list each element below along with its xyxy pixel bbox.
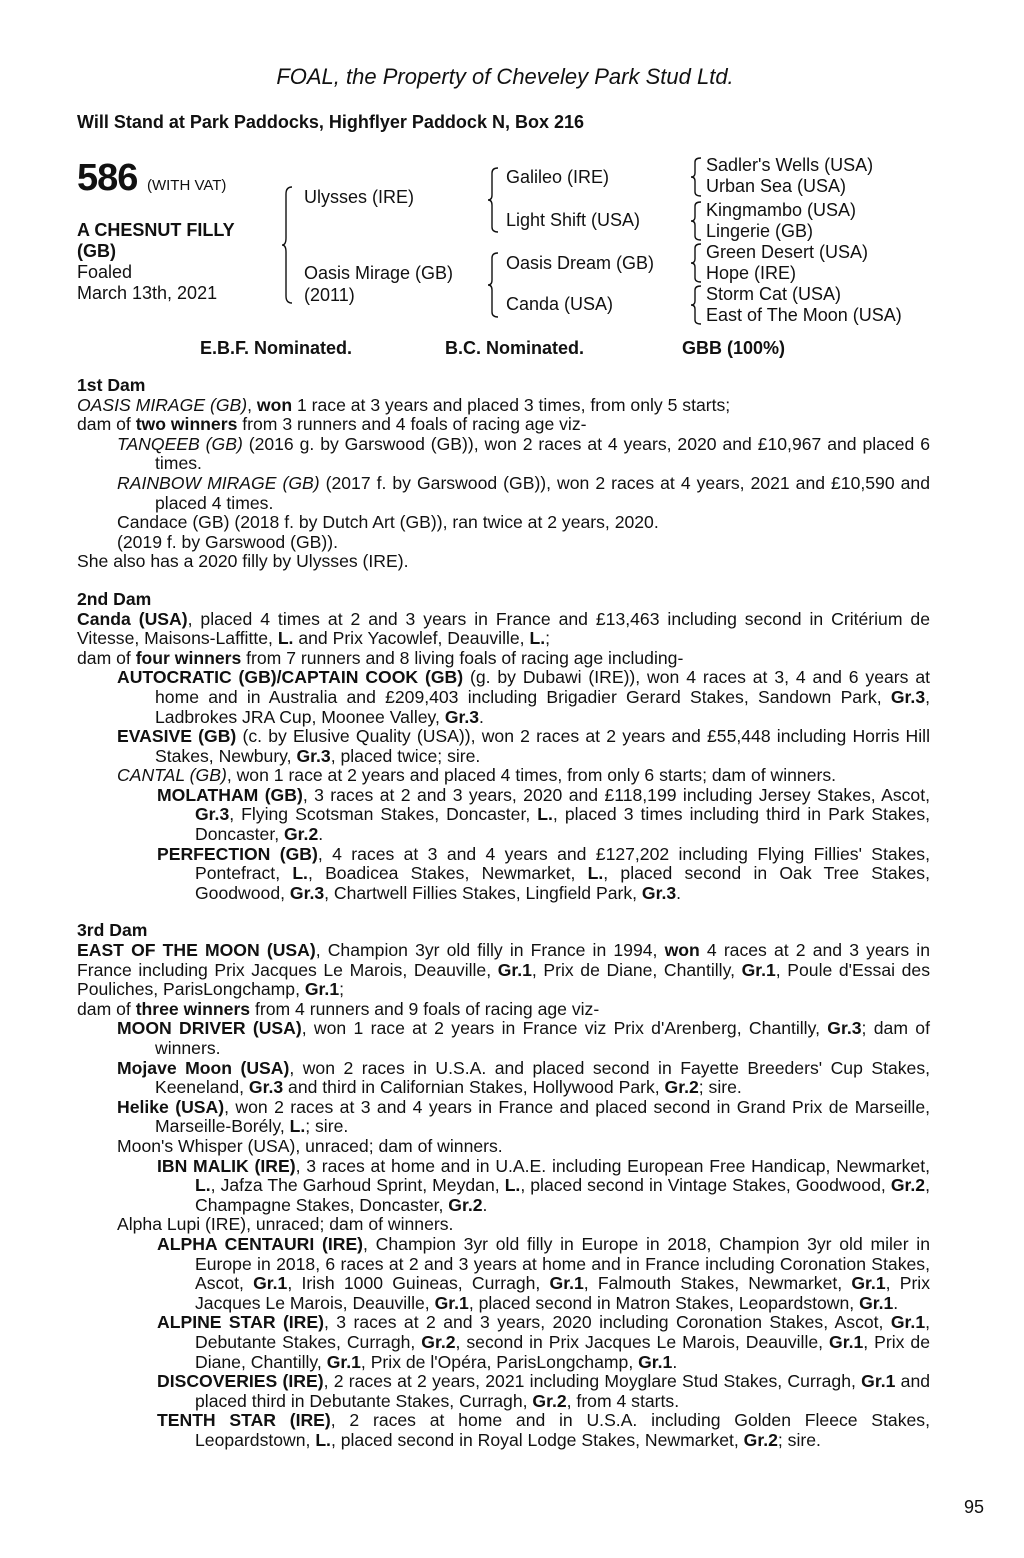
text-run: L. xyxy=(504,1175,521,1196)
vat-note: (WITH VAT) xyxy=(146,177,227,194)
text-run: IBN MALIK (IRE) xyxy=(157,1155,296,1176)
text-run: ALPINE STAR (IRE) xyxy=(157,1312,324,1333)
text-run: , placed twice; sire. xyxy=(330,745,481,766)
pedigree-gen3: Urban Sea (USA) xyxy=(706,176,847,196)
produce-record xyxy=(77,766,930,786)
text-run: L. xyxy=(315,1429,331,1450)
bc-nomination: B.C. Nominated. xyxy=(445,338,585,358)
text-run: Gr.1 xyxy=(859,1292,894,1313)
text-run: ALPHA CENTAURI (IRE) xyxy=(157,1233,364,1254)
text-run: Gr.2 xyxy=(448,1194,483,1215)
brace-icon xyxy=(487,167,499,233)
text-run: , placed second in Vintage Stakes, Goodwood, xyxy=(520,1175,891,1196)
text-run: EVASIVE (GB) xyxy=(117,726,237,747)
text-run: 4 races at 2 and 3 years in France including Prix Jacques Le Marois, Deauville, xyxy=(77,940,930,980)
text-run: . xyxy=(672,1351,678,1372)
text-run: two winners xyxy=(135,414,238,435)
pedigree-gen3: Storm Cat (USA) xyxy=(706,284,842,304)
text-run: . xyxy=(893,1292,899,1313)
produce-record xyxy=(77,552,930,572)
text-run: Gr.1 xyxy=(741,959,776,980)
produce-record xyxy=(77,533,930,553)
text-run: Gr.3 xyxy=(827,1018,862,1039)
text-run: Mojave Moon (USA) xyxy=(117,1057,290,1078)
produce-record xyxy=(77,727,930,766)
text-run: , from 4 starts. xyxy=(566,1390,680,1411)
produce-record xyxy=(77,845,930,904)
text-run: Gr.2 xyxy=(532,1390,567,1411)
text-run: 1 race at 3 years and placed 3 times, from only 5 starts; xyxy=(292,394,731,415)
text-run: Gr.3 xyxy=(248,1077,284,1098)
produce-record xyxy=(77,1235,930,1313)
text-run: Gr.1 xyxy=(549,1273,584,1294)
brace-icon xyxy=(281,186,293,304)
foaled-label: Foaled xyxy=(77,262,133,282)
produce-record xyxy=(77,1059,930,1098)
text-run: TANQEEB (GB) xyxy=(117,433,243,454)
text-run: Gr.1 xyxy=(851,1273,886,1294)
text-run: dam of xyxy=(77,414,136,435)
text-run: , placed second in Matron Stakes, Leopardstown, xyxy=(468,1292,860,1313)
produce-record xyxy=(77,1019,930,1058)
text-run: , 2 races at 2 years, 2021 including Moyglare Stud Stakes, Curragh, xyxy=(323,1371,862,1392)
pedigree-gen3: Green Desert (USA) xyxy=(706,242,869,262)
text-run: Gr.2 xyxy=(421,1331,456,1352)
text-run: DISCOVERIES (IRE) xyxy=(157,1371,324,1392)
text-run: Gr.3 xyxy=(289,882,325,903)
text-run: MOON DRIVER (USA) xyxy=(117,1018,302,1039)
text-run: , Jafza The Garhoud Sprint, Meydan, xyxy=(210,1175,505,1196)
text-run: , Falmouth Stakes, Newmarket, xyxy=(583,1273,852,1294)
produce-record xyxy=(77,474,930,513)
produce-record xyxy=(77,1000,930,1020)
text-run: OASIS MIRAGE (GB) xyxy=(77,394,248,415)
text-run: Gr.1 xyxy=(861,1371,896,1392)
text-run: three winners xyxy=(135,998,251,1019)
produce-record xyxy=(77,435,930,474)
text-run: , Prix de l'Opéra, ParisLongchamp, xyxy=(360,1351,639,1372)
text-run: Gr.2 xyxy=(890,1175,926,1196)
text-run: ; dam of winners. xyxy=(155,1018,930,1058)
text-run: Moon's Whisper (USA), unraced; dam of winners. xyxy=(117,1135,503,1156)
text-run: won xyxy=(256,394,293,415)
text-run: TENTH STAR (IRE) xyxy=(157,1410,331,1431)
text-run: (2019 f. by Garswood (GB)). xyxy=(117,531,338,552)
brace-icon xyxy=(690,201,702,241)
text-run: won xyxy=(664,940,700,961)
produce-record xyxy=(77,786,930,845)
text-run: L. xyxy=(277,628,294,649)
text-run: Gr.3 xyxy=(195,804,230,825)
brace-icon xyxy=(690,243,702,283)
text-run: Gr.1 xyxy=(829,1331,864,1352)
text-run: EAST OF THE MOON (USA) xyxy=(77,940,316,961)
text-run: , Irish 1000 Guineas, Curragh, xyxy=(287,1273,550,1294)
text-run: , 2 races at home and in U.S.A. including Golden Fleece Stakes, Leopardstown, xyxy=(195,1410,930,1450)
text-run: , placed 3 times including third in Park Stakes, Doncaster, xyxy=(195,804,931,845)
lot-description-line1: A CHESNUT FILLY xyxy=(77,220,235,240)
text-run: , second in Prix Jacques Le Marois, Deauville, xyxy=(455,1331,830,1352)
text-run: Gr.2 xyxy=(743,1429,778,1450)
text-run: . xyxy=(676,882,682,903)
text-run: Canda (USA) xyxy=(77,608,188,629)
page-title: FOAL, the Property of Cheveley Park Stud Ltd. xyxy=(276,64,734,89)
text-run: Gr.1 xyxy=(497,959,532,980)
produce-record xyxy=(77,668,930,727)
text-run: Gr.1 xyxy=(304,979,340,1000)
text-run: L. xyxy=(537,804,553,825)
lot-number-value: 586 xyxy=(77,157,138,199)
pedigree-gen3: Kingmambo (USA) xyxy=(706,200,857,220)
text-run: , Prix Jacques Le Marois, Deauville, xyxy=(195,1273,931,1313)
text-run: Gr.1 xyxy=(638,1351,673,1372)
text-run: , won 2 races in U.S.A. and placed second in Fayette Breeders' Cup Stakes, Keeneland, xyxy=(155,1057,931,1098)
text-run: , won 2 races at 3 and 4 years in France and placed second in Grand Prix de Marseille, Marseille-Borély, xyxy=(155,1096,931,1137)
dam-section-heading: 3rd Dam xyxy=(77,920,148,941)
text-run: , Flying Scotsman Stakes, Doncaster, xyxy=(229,804,538,825)
text-run: four winners xyxy=(135,647,242,668)
text-run: ; sire. xyxy=(698,1077,742,1098)
text-run: (c. by Elusive Quality (USA)), won 2 races at 2 years and £55,448 including Horris Hill Stakes, Newbury, xyxy=(155,726,930,766)
text-run: Gr.3 xyxy=(296,745,331,766)
page-number: 95 xyxy=(963,1497,984,1517)
text-run: , Prix de Diane, Chantilly, xyxy=(195,1331,930,1372)
pedigree-sire: Ulysses (IRE) xyxy=(304,187,415,207)
text-run: . xyxy=(318,824,324,845)
text-run: RAINBOW MIRAGE (GB) xyxy=(117,472,320,493)
text-run: , Poule d'Essai des Pouliches, ParisLongchamp, xyxy=(77,959,930,1000)
text-run: , 4 races at 3 and 4 years and £127,202 including Flying Fillies' Stakes, Pontefract, xyxy=(195,843,930,884)
pedigree-gen3: Sadler's Wells (USA) xyxy=(706,155,874,175)
text-run: from 3 runners and 4 foals of racing age viz- xyxy=(237,414,587,435)
lot-number xyxy=(77,157,226,200)
text-run: (2016 g. by Garswood (GB)), won 2 races at 4 years, 2020 and £10,967 and placed 6 times. xyxy=(155,433,930,474)
lot-description-line2: (GB) xyxy=(77,241,116,261)
text-run: , Debutante Stakes, Curragh, xyxy=(195,1312,930,1352)
text-run: She also has a 2020 filly by Ulysses (IRE). xyxy=(77,551,409,572)
text-run: and third in Californian Stakes, Hollywood Park, xyxy=(283,1077,665,1098)
text-run: (g. by Dubawi (IRE)), won 4 races at 3, 4 and 6 years at home and in Australia and £209,403 including Brigadier Gerard Stakes, Sandown Park, xyxy=(155,667,931,707)
text-run: from 7 runners and 8 living foals of racing age including- xyxy=(241,647,684,668)
text-run: Candace (GB) (2018 f. by Dutch Art (GB)), ran twice at 2 years, 2020. xyxy=(117,512,659,533)
text-run: and placed third in Debutante Stakes, Curragh, xyxy=(195,1371,931,1411)
text-run: , won 1 race at 2 years in France viz Prix d'Arenberg, Chantilly, xyxy=(301,1018,828,1039)
pedigree-gen2: Galileo (IRE) xyxy=(506,167,610,187)
text-run: and Prix Yacowlef, Deauville, xyxy=(293,628,530,649)
dam-section-heading: 2nd Dam xyxy=(77,588,152,609)
produce-record xyxy=(77,396,930,416)
text-run: ; xyxy=(545,628,550,649)
text-run: L. xyxy=(292,863,308,884)
ebf-nomination: E.B.F. Nominated. xyxy=(200,338,353,358)
pedigree-gen3: Lingerie (GB) xyxy=(706,221,814,241)
text-run: . xyxy=(482,1194,488,1215)
produce-record xyxy=(77,941,930,1000)
text-run: Gr.1 xyxy=(434,1292,469,1313)
dam-section-heading: 1st Dam xyxy=(77,375,146,395)
produce-record xyxy=(77,415,930,435)
text-run: , 3 races at 2 and 3 years, 2020 and £118,199 including Jersey Stakes, Ascot, xyxy=(302,784,930,805)
text-run: , placed 4 times at 2 and 3 years in France and £13,463 including second in Critérium de Vitesse, Maisons-Laffitte, xyxy=(77,608,930,649)
text-run: . xyxy=(479,706,484,727)
produce-record xyxy=(77,1372,930,1411)
text-run: Alpha Lupi (IRE), unraced; dam of winners. xyxy=(117,1214,454,1235)
text-run: , placed second in Royal Lodge Stakes, Newmarket, xyxy=(330,1429,744,1450)
text-run: L. xyxy=(587,863,604,884)
text-run: , Champagne Stakes, Doncaster, xyxy=(195,1175,930,1215)
produce-record xyxy=(77,1411,930,1450)
text-run: MOLATHAM (GB) xyxy=(157,784,303,805)
text-run: ; sire. xyxy=(305,1116,349,1137)
produce-record xyxy=(77,610,930,649)
text-run: , Boadicea Stakes, Newmarket, xyxy=(307,863,588,884)
text-run: , Champion 3yr old filly in Europe in 2018, Champion 3yr old miler in Europe in 2018, 6 races at 2 and 3 years at home and in France including Coronation Stakes, Ascot, xyxy=(195,1233,930,1294)
pedigree-gen3: East of The Moon (USA) xyxy=(706,305,902,325)
text-run: Gr.1 xyxy=(890,1312,926,1333)
produce-record xyxy=(77,1313,930,1372)
brace-icon xyxy=(690,157,702,197)
text-run: Gr.2 xyxy=(664,1077,699,1098)
pedigree-dam: Oasis Mirage (GB) xyxy=(304,263,454,283)
text-run: L. xyxy=(289,1116,306,1137)
text-run: Gr.3 xyxy=(890,686,926,707)
text-run: , won 1 race at 2 years and placed 4 times, from only 6 starts; dam of winners. xyxy=(226,765,837,786)
text-run: ; xyxy=(339,979,344,1000)
produce-record xyxy=(77,1098,930,1137)
text-run: L. xyxy=(195,1175,211,1196)
text-run: Gr.1 xyxy=(326,1351,361,1372)
pedigree-gen3: Hope (IRE) xyxy=(706,263,797,283)
text-run: (2017 f. by Garswood (GB)), won 2 races at 4 years, 2021 and £10,590 and placed 4 times. xyxy=(155,472,930,513)
produce-record xyxy=(77,1157,930,1216)
text-run: Gr.3 xyxy=(641,882,677,903)
text-run: L. xyxy=(529,628,546,649)
text-run: Gr.3 xyxy=(444,706,480,727)
text-run: dam of xyxy=(77,647,136,668)
stand-location: Will Stand at Park Paddocks, Highflyer Paddock N, Box 216 xyxy=(77,112,584,132)
text-run: dam of xyxy=(77,998,136,1019)
produce-record xyxy=(77,1137,930,1157)
text-run: Gr.2 xyxy=(284,824,319,845)
text-run: CANTAL (GB) xyxy=(117,765,227,786)
text-run: , Ladbrokes JRA Cup, Moonee Valley, xyxy=(155,686,930,727)
gbb-status: GBB (100%) xyxy=(682,338,786,358)
brace-icon xyxy=(690,285,702,325)
produce-record xyxy=(77,1215,930,1235)
produce-record xyxy=(77,513,930,533)
text-run: ; sire. xyxy=(777,1429,821,1450)
text-run: , Champion 3yr old filly in France in 1994, xyxy=(315,940,665,961)
text-run: , xyxy=(247,394,257,415)
brace-icon xyxy=(487,252,499,318)
text-run: , Chartwell Fillies Stakes, Lingfield Park, xyxy=(324,882,642,903)
pedigree-notes xyxy=(77,376,930,1450)
text-run: , 3 races at 2 and 3 years, 2020 including Coronation Stakes, Ascot, xyxy=(323,1312,891,1333)
text-run: , placed second in Oak Tree Stakes, Goodwood, xyxy=(195,863,930,903)
pedigree-gen2: Canda (USA) xyxy=(506,294,614,314)
pedigree-dam-year: (2011) xyxy=(304,285,355,305)
pedigree-gen2: Oasis Dream (GB) xyxy=(506,253,655,273)
text-run: PERFECTION (GB) xyxy=(157,843,318,864)
text-run: , 3 races at home and in U.A.E. including European Free Handicap, Newmarket, xyxy=(295,1155,930,1176)
text-run: Helike (USA) xyxy=(117,1096,225,1117)
pedigree-gen2: Light Shift (USA) xyxy=(506,210,641,230)
text-run: , Prix de Diane, Chantilly, xyxy=(531,959,742,980)
text-run: from 4 runners and 9 foals of racing age viz- xyxy=(250,998,600,1019)
produce-record xyxy=(77,649,930,669)
text-run: Gr.1 xyxy=(253,1273,288,1294)
text-run: AUTOCRATIC (GB)/CAPTAIN COOK (GB) xyxy=(117,667,464,688)
foaled-date: March 13th, 2021 xyxy=(77,283,218,303)
